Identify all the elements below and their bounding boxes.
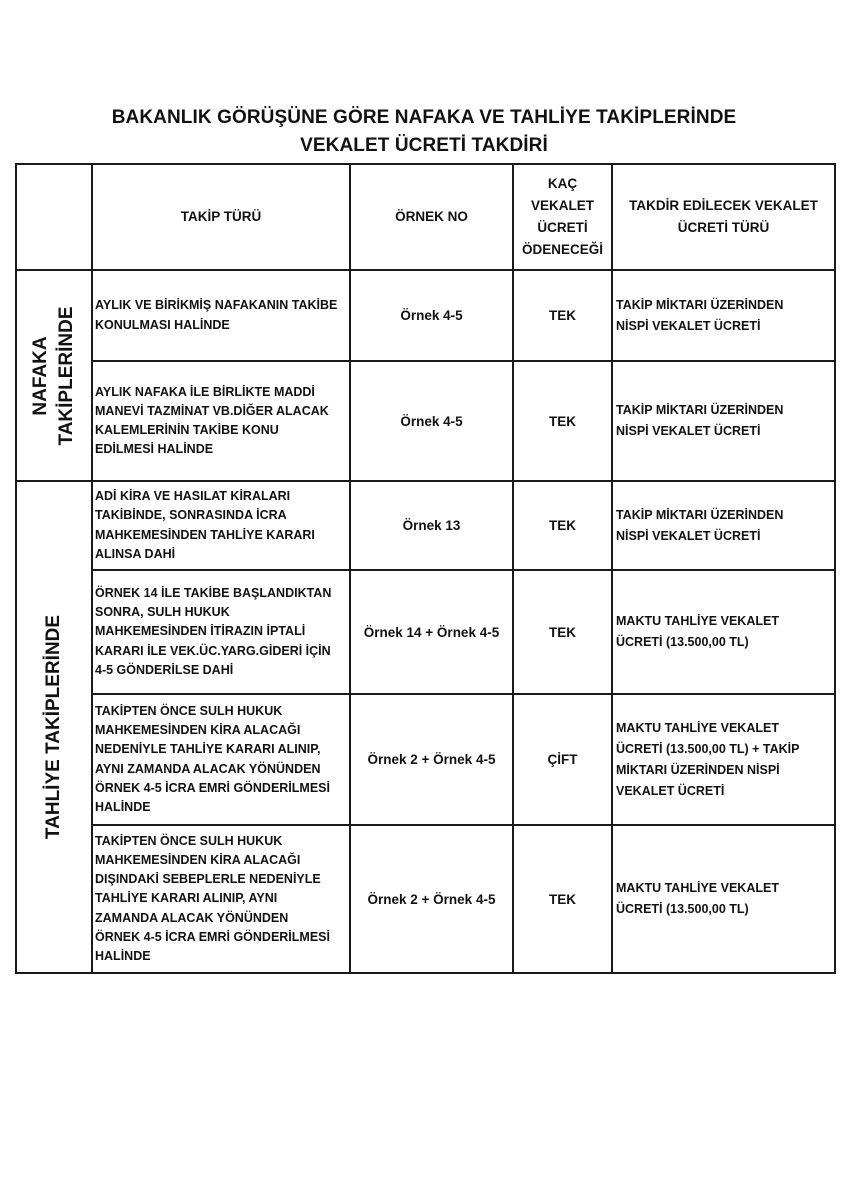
description-line: ÖRNEK 14 İLE TAKİBE BAŞLANDIKTAN — [95, 585, 332, 600]
takdir-line: MİKTARI ÜZERİNDEN NİSPİ — [616, 762, 780, 777]
row-takdir — [612, 694, 835, 825]
description-line: MAHKEMESİNDEN KİRA ALACAĞI — [95, 852, 301, 867]
description-line: KARARI İLE VEK.ÜC.YARG.GİDERİ İÇİN — [95, 643, 331, 658]
row-ornek-no: Örnek 4-5 — [350, 270, 513, 361]
takdir-line: TAKİP MİKTARI ÜZERİNDEN — [616, 403, 784, 417]
row-kac: TEK — [513, 570, 612, 694]
header-corner-cell — [16, 164, 92, 270]
description-line: EDİLMESİ HALİNDE — [95, 442, 214, 457]
row-takdir — [612, 361, 835, 481]
header-kac-line: VEKALET — [530, 198, 594, 213]
description-line: HALİNDE — [95, 799, 151, 814]
row-takdir — [612, 481, 835, 570]
category-line: NAFAKA — [30, 335, 51, 416]
title-line-1: BAKANLIK GÖRÜŞÜNE GÖRE NAFAKA VE TAHLİYE TAKİPLERİNDE — [111, 107, 737, 128]
takdir-line: TAKİP MİKTARI ÜZERİNDEN — [616, 507, 784, 522]
row-ornek-no: Örnek 13 — [350, 481, 513, 570]
takdir-line: NİSPİ VEKALET ÜCRETİ — [616, 424, 761, 438]
description-line: KALEMLERİNİN TAKİBE KONU — [95, 423, 279, 437]
row-kac: TEK — [513, 361, 612, 481]
description-line: AYLIK VE BİRİKMİŞ NAFAKANIN TAKİBE — [95, 298, 338, 313]
header-takdir-line: ÜCRETİ TÜRÜ — [677, 220, 770, 235]
header-kac-vekalet — [513, 164, 612, 270]
description-line: ÖRNEK 4-5 İCRA EMRİ GÖNDERİLMESİ — [95, 780, 330, 795]
description-line: AYLIK NAFAKA İLE BİRLİKTE MADDİ — [95, 384, 315, 399]
takdir-line: NİSPİ VEKALET ÜCRETİ — [616, 528, 761, 543]
table-row — [16, 570, 835, 694]
row-kac: TEK — [513, 825, 612, 973]
takdir-line: MAKTU TAHLİYE VEKALET — [616, 720, 779, 735]
row-ornek-no: Örnek 2 + Örnek 4-5 — [350, 825, 513, 973]
category-nafaka-label — [28, 306, 80, 445]
description-line: AYNI ZAMANDA ALACAK YÖNÜNDEN — [95, 761, 321, 776]
row-takdir — [612, 270, 835, 361]
takdir-line: MAKTU TAHLİYE VEKALET — [616, 614, 779, 628]
description-line: DIŞINDAKİ SEBEPLERLE NEDENİYLE — [95, 872, 321, 887]
table-row — [16, 481, 835, 570]
description-line: ADİ KİRA VE HASILAT KİRALARI — [95, 489, 291, 504]
header-takdir-line: TAKDİR EDİLECEK VEKALET — [629, 198, 818, 213]
table-row — [16, 694, 835, 825]
takdir-line: NİSPİ VEKALET ÜCRETİ — [616, 318, 761, 333]
description-line: MANEVİ TAZMİNAT VB.DİĞER ALACAK — [95, 403, 329, 418]
category-tahliye-label: TAHLİYE TAKİPLERİNDE — [43, 614, 64, 840]
description-line: MAHKEMESİNDEN TAHLİYE KARARI — [95, 527, 315, 542]
description-line: MAHKEMESİNDEN KİRA ALACAĞI — [95, 723, 301, 738]
description-line: TAKİPTEN ÖNCE SULH HUKUK — [95, 833, 283, 848]
row-description — [92, 361, 350, 481]
takdir-line: ÜCRETİ (13.500,00 TL) — [616, 902, 749, 916]
fee-table — [15, 163, 836, 974]
row-description — [92, 694, 350, 825]
row-ornek-no: Örnek 4-5 — [350, 361, 513, 481]
header-takdir — [612, 164, 835, 270]
header-kac-line: KAÇ — [547, 176, 578, 191]
description-line: MAHKEMESİNDEN İTİRAZIN İPTALİ — [95, 624, 306, 639]
row-takdir — [612, 825, 835, 973]
table-row — [16, 825, 835, 973]
row-kac: TEK — [513, 270, 612, 361]
takdir-line: ÜCRETİ (13.500,00 TL) — [616, 635, 749, 649]
description-line: NEDENİYLE TAHLİYE KARARI ALINIP, — [95, 742, 321, 757]
description-line: ALINSA DAHİ — [95, 546, 176, 561]
takdir-line: ÜCRETİ (13.500,00 TL) + TAKİP — [616, 741, 800, 756]
takdir-line: MAKTU TAHLİYE VEKALET — [616, 881, 779, 895]
description-line: ZAMANDA ALACAK YÖNÜNDEN — [95, 910, 289, 925]
description-line: TAHLİYE KARARI ALINIP, AYNI — [95, 891, 278, 906]
takdir-line: VEKALET ÜCRETİ — [616, 783, 725, 798]
header-kac-line: ÖDENECEĞİ — [521, 242, 603, 257]
header-ornek-no: ÖRNEK NO — [350, 164, 513, 270]
description-line: KONULMASI HALİNDE — [95, 317, 230, 332]
row-takdir — [612, 570, 835, 694]
description-line: SONRA, SULH HUKUK — [95, 605, 230, 620]
row-kac: TEK — [513, 481, 612, 570]
category-line: TAKİPLERİNDE — [56, 306, 77, 445]
table-row — [16, 270, 835, 361]
category-nafaka — [16, 270, 92, 481]
description-line: ÖRNEK 4-5 İCRA EMRİ GÖNDERİLMESİ — [95, 929, 330, 944]
row-description — [92, 825, 350, 973]
row-description — [92, 270, 350, 361]
description-line: 4-5 GÖNDERİLSE DAHİ — [95, 662, 234, 677]
description-line: HALİNDE — [95, 949, 151, 963]
description-line: TAKİBİNDE, SONRASINDA İCRA — [95, 508, 287, 523]
header-kac-line: ÜCRETİ — [537, 220, 588, 235]
row-description — [92, 481, 350, 570]
table-row — [16, 361, 835, 481]
header-row — [16, 164, 835, 270]
header-takip-turu: TAKİP TÜRÜ — [92, 164, 350, 270]
category-tahliye — [16, 481, 92, 973]
row-kac: ÇİFT — [513, 694, 612, 825]
row-description — [92, 570, 350, 694]
title-line-2: VEKALET ÜCRETİ TAKDİRİ — [300, 135, 548, 156]
row-ornek-no: Örnek 14 + Örnek 4-5 — [350, 570, 513, 694]
description-line: TAKİPTEN ÖNCE SULH HUKUK — [95, 703, 283, 718]
takdir-line: TAKİP MİKTARI ÜZERİNDEN — [616, 297, 784, 312]
document-title — [0, 104, 848, 160]
row-ornek-no: Örnek 2 + Örnek 4-5 — [350, 694, 513, 825]
